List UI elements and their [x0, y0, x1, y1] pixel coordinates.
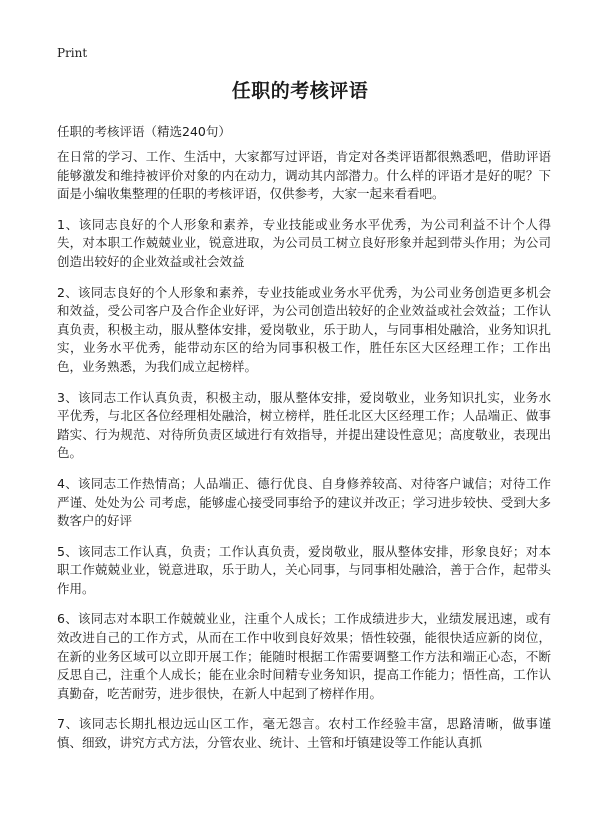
document-subtitle: 任职的考核评语（精选240句） — [57, 124, 231, 139]
document-body — [57, 148, 551, 765]
comment-paragraph-2: 2、该同志良好的个人形象和素养，专业技能或业务水平优秀，为公司业务创造更多机会和效益，受公司客户及合作企业好评，为公司创造出较好的企业效益或社会效益；工作认真负责，积极主动，服从整体安排，爱岗敬业，乐于助人，与同事相处融洽，业务知识扎实，业务水平优秀，能带动东区的给为同事积极工作，胜任东区大区经理工作；工作出色，业务熟悉，为我们成立起榜样。 — [57, 284, 551, 374]
comment-paragraph-1: 1、该同志良好的个人形象和素养，专业技能或业务水平优秀，为公司利益不计个人得失，对本职工作兢兢业业，锐意进取，为公司员工树立良好形象并起到带头作用；为公司创造出较好的企业效益或社会效益 — [57, 216, 551, 269]
print-link[interactable]: Print — [57, 46, 88, 60]
comment-paragraph-4: 4、该同志工作热情高；人品端正、德行优良、自身修养较高、对待客户诚信；对待工作严谨、处处为公 司考虑，能够虚心接受同事给予的建议并改正；学习进步较快、受到大多数客户的好评 — [57, 475, 551, 529]
comment-paragraph-7: 7、该同志长期扎根边远山区工作，毫无怨言。农村工作经验丰富，思路清晰，做事谨慎、细致，讲究方式方法，分管农业、统计、土管和圩镇建设等工作能认真抓 — [57, 716, 551, 751]
comment-paragraph-5: 5、该同志工作认真，负责；工作认真负责，爱岗敬业，服从整体安排，形象良好；对本职工作兢兢业业，锐意进取，乐于助人，关心同事，与同事相处融洽，善于合作，起带头作用。 — [57, 543, 551, 596]
intro-paragraph: 在日常的学习、工作、生活中，大家都写过评语，肯定对各类评语都很熟悉吧，借助评语能够激发和维持被评价对象的内在动力，调动其内部潜力。什么样的评语才是好的呢？下面是小编收集整理的任职的考核评语，仅供参考，大家一起来看看吧。 — [57, 149, 551, 202]
comment-paragraph-6: 6、该同志对本职工作兢兢业业，注重个人成长；工作成绩进步大，业绩发展迅速，或有效改进自己的工作方式，从而在工作中收到良好效果；悟性较强，能很快适应新的岗位，在新的业务区域可以立即开展工作；能随时根据工作需要调整工作方法和端正心态，不断反思自己，注重个人成长；能在业余时间精专业务知识，提高工作能力；悟性高，工作认真勤奋，吃苦耐劳，进步很快，在新人中起到了榜样作用。 — [57, 611, 551, 701]
document-title: 任职的考核评语 — [231, 80, 369, 102]
comment-paragraph-3: 3、该同志工作认真负责，积极主动，服从整体安排，爱岗敬业，业务知识扎实，业务水平优秀，与北区各位经理相处融洽，树立榜样，胜任北区大区经理工作；人品端正、做事踏实、行为规范、对待所负责区域进行有效指导，并提出建设性意见；高度敬业，表现出色。 — [57, 389, 551, 461]
